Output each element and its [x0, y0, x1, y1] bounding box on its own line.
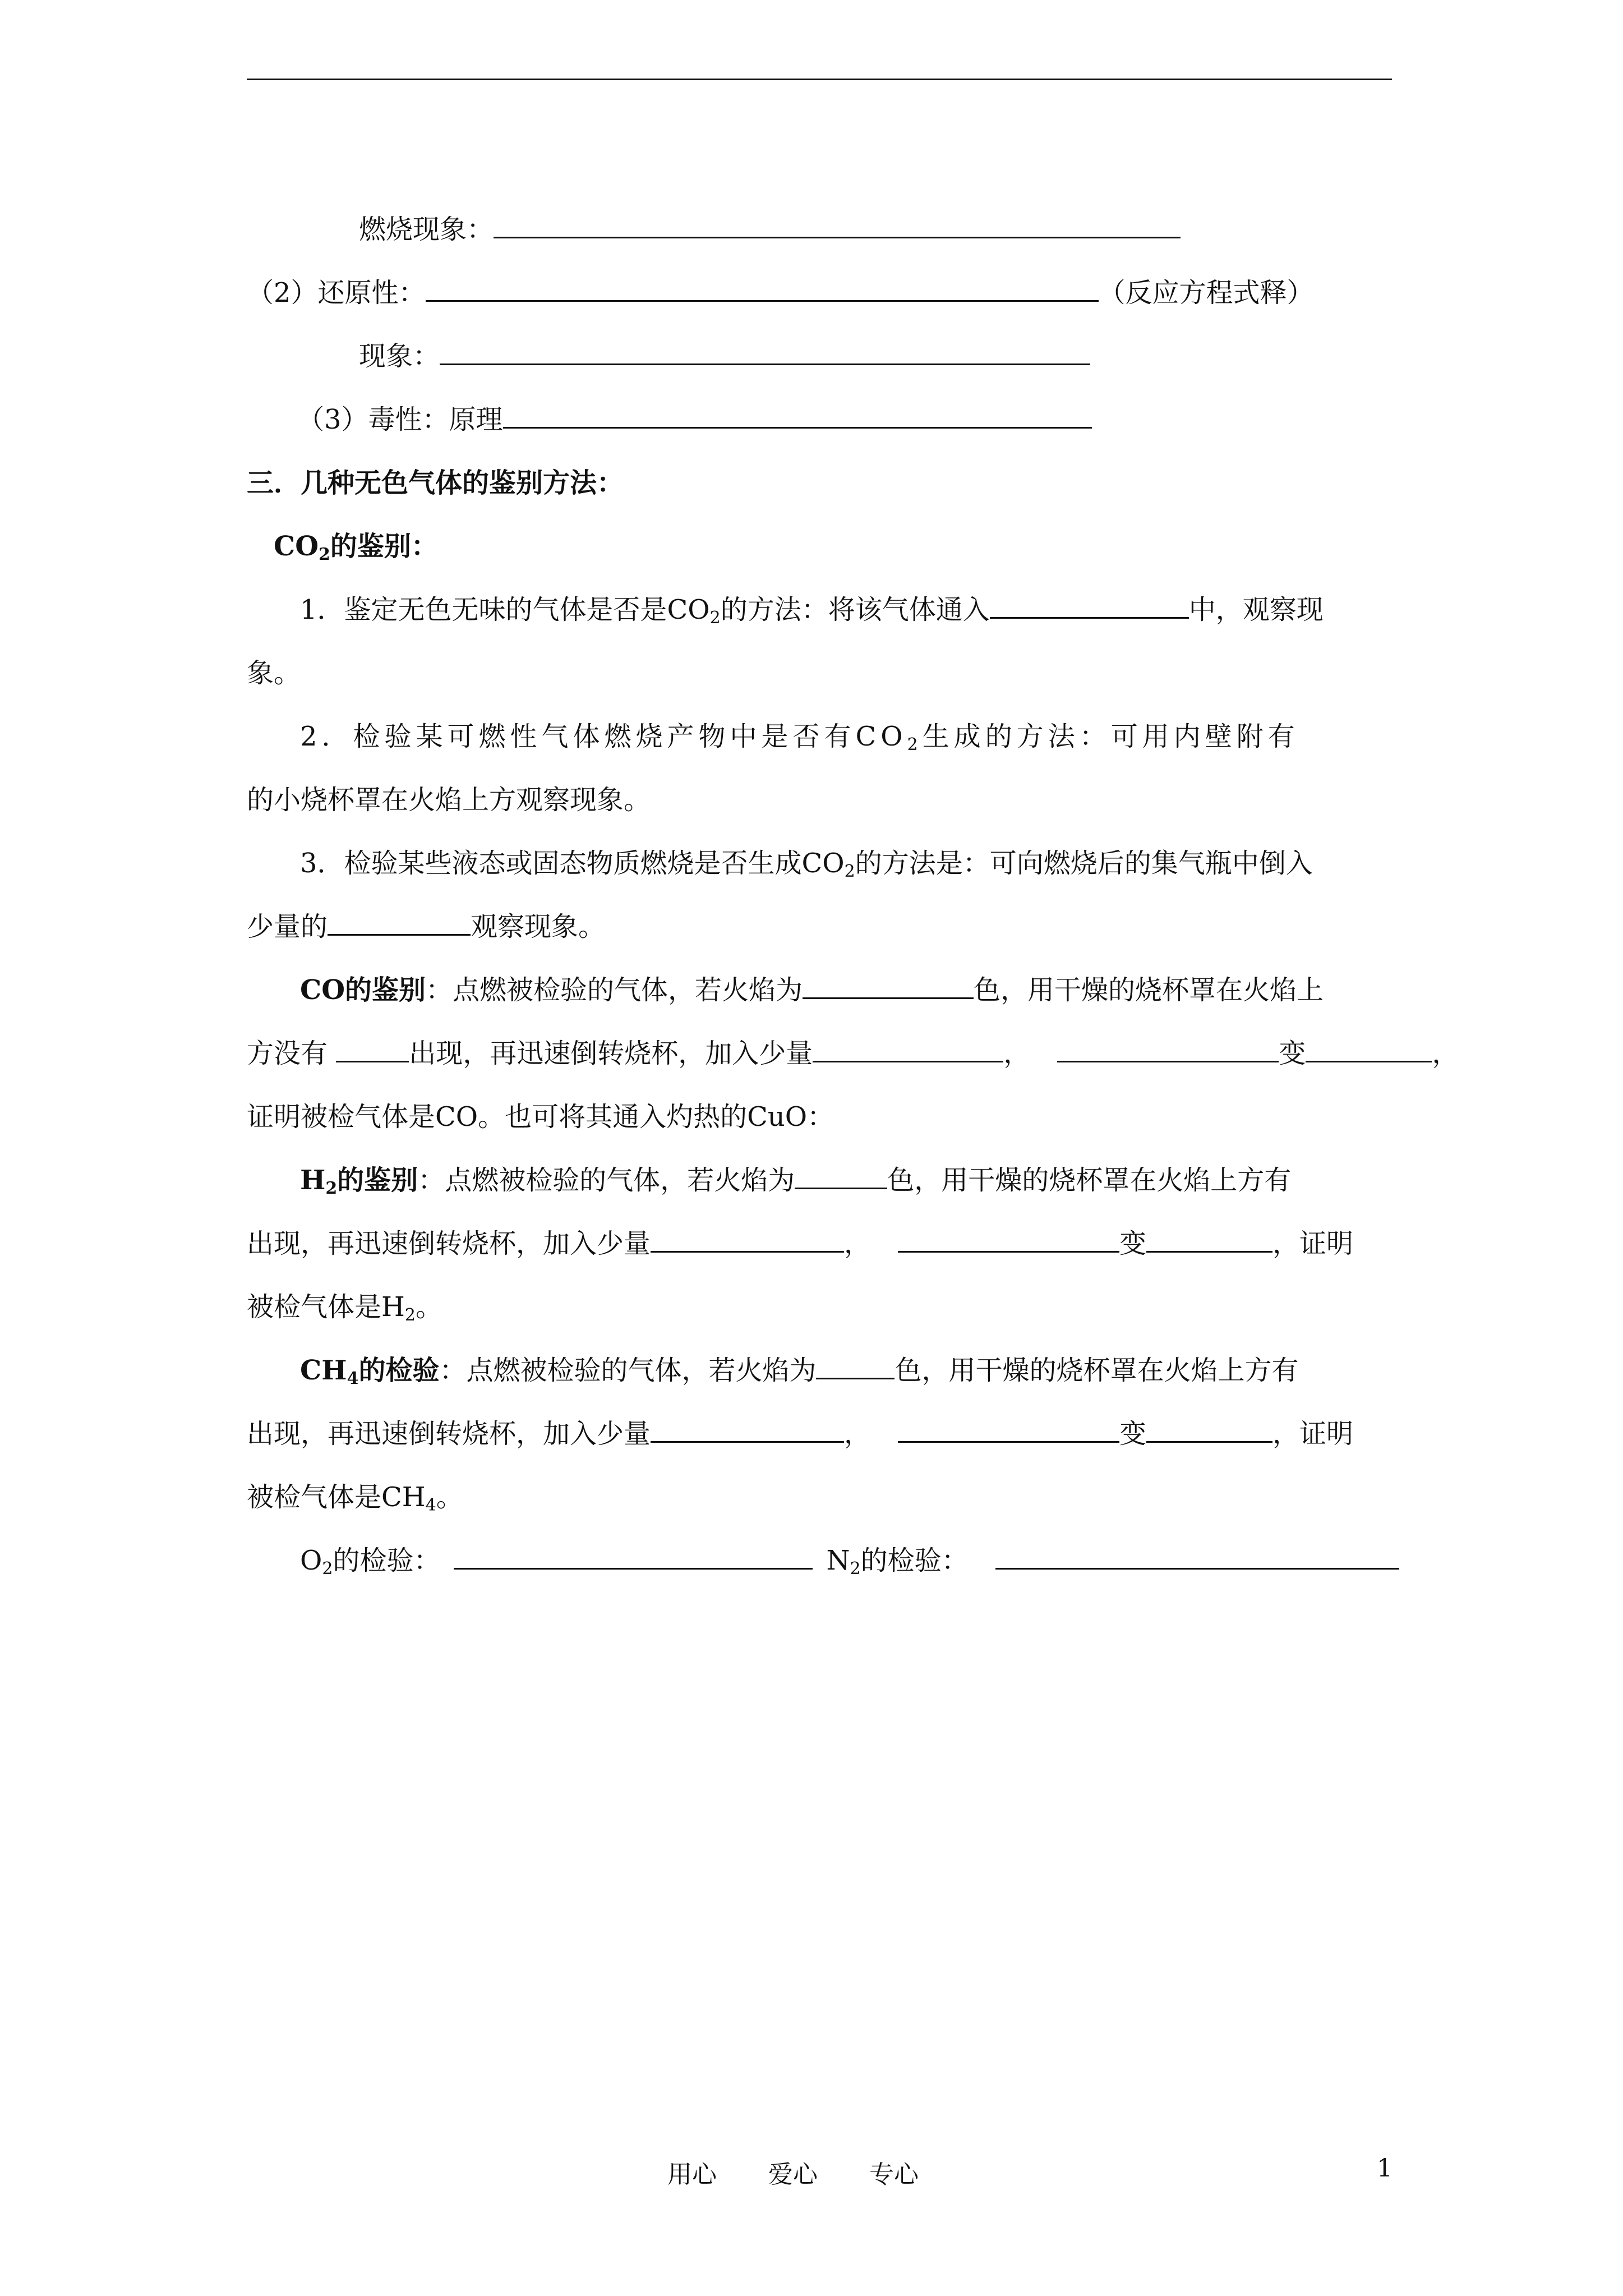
- footer-text-1: 用心: [667, 2160, 717, 2189]
- footer-text-3: 专心: [869, 2160, 919, 2189]
- footer-text-2: 爱心: [768, 2160, 818, 2189]
- answer-blank[interactable]: [336, 1036, 409, 1062]
- toxicity-line: （3）毒性：原理: [297, 402, 1092, 438]
- answer-blank[interactable]: [1146, 1416, 1272, 1443]
- answer-blank[interactable]: [898, 1226, 1119, 1253]
- co-line3: 证明被检气体是CO。也可将其通入灼热的CuO：: [247, 1101, 834, 1133]
- answer-blank[interactable]: [898, 1416, 1119, 1443]
- header-rule: [247, 79, 1392, 80]
- phenomenon-line: 现象：: [359, 338, 1090, 374]
- answer-blank[interactable]: [813, 1036, 1003, 1062]
- item2-line1: 2．检验某可燃性气体燃烧产物中是否有$CO_2$生成的方法：可用内壁附有: [300, 721, 1299, 754]
- answer-blank[interactable]: [651, 1416, 844, 1443]
- combustion-phenomenon-line: 燃烧现象：: [359, 211, 1181, 247]
- co-line2: 方没有 出现，再迅速倒转烧杯，加入少量 ， 变 ，: [247, 1036, 1459, 1071]
- ch4-line1: $CH_4$的检验：点燃被检验的气体，若火焰为 色，用干燥的烧杯罩在火焰上方有: [300, 1352, 1298, 1388]
- answer-blank[interactable]: [494, 212, 1181, 238]
- page-number: 1: [1377, 2154, 1393, 2183]
- answer-blank[interactable]: [1057, 1036, 1279, 1062]
- co2-heading: $CO_2$的鉴别：: [274, 531, 438, 564]
- answer-blank[interactable]: [440, 339, 1090, 365]
- h2-line3: 被检气体是$H_2$。: [247, 1291, 442, 1325]
- answer-blank[interactable]: [803, 973, 974, 999]
- answer-blank[interactable]: [816, 1353, 895, 1379]
- reducibility-line: （2）还原性： （反应方程式释）: [247, 275, 1314, 311]
- answer-blank[interactable]: [328, 909, 471, 936]
- item1-line1: 1．鉴定无色无味的气体是否是$CO_2$的方法：将该气体通入 中，观察现: [300, 592, 1324, 628]
- h2-line1: $H_2$的鉴别：点燃被检验的气体，若火焰为 色，用干燥的烧杯罩在火焰上方有: [300, 1162, 1291, 1198]
- item3-line1: 3．检验某些液态或固态物质燃烧是否生成$CO_2$的方法是：可向燃烧后的集气瓶中倒入: [300, 848, 1313, 881]
- co-line1: CO的鉴别：点燃被检验的气体，若火焰为 色，用干燥的烧杯罩在火焰上: [300, 972, 1324, 1008]
- answer-blank[interactable]: [995, 1543, 1399, 1570]
- answer-blank[interactable]: [990, 592, 1189, 619]
- item2-line2: 的小烧杯罩在火焰上方观察现象。: [247, 784, 651, 816]
- answer-blank[interactable]: [1306, 1036, 1432, 1062]
- item1-line2: 象。: [247, 657, 301, 689]
- h2-line2: 出现，再迅速倒转烧杯，加入少量 ， 变 ，证明: [247, 1226, 1353, 1262]
- answer-blank[interactable]: [1146, 1226, 1272, 1253]
- answer-blank[interactable]: [503, 402, 1092, 429]
- answer-blank[interactable]: [454, 1543, 813, 1570]
- answer-blank[interactable]: [795, 1163, 887, 1189]
- ch4-line2: 出现，再迅速倒转烧杯，加入少量 ， 变 ，证明: [247, 1416, 1353, 1452]
- section-heading: 三．几种无色气体的鉴别方法：: [247, 467, 624, 499]
- ch4-line3: 被检气体是$CH_4$。: [247, 1481, 463, 1515]
- answer-blank[interactable]: [651, 1226, 844, 1253]
- answer-blank[interactable]: [426, 275, 1099, 302]
- o2-n2-line: $O_2$的检验： $N_2$的检验：: [300, 1543, 1399, 1579]
- item3-line2: 少量的 观察现象。: [247, 909, 605, 945]
